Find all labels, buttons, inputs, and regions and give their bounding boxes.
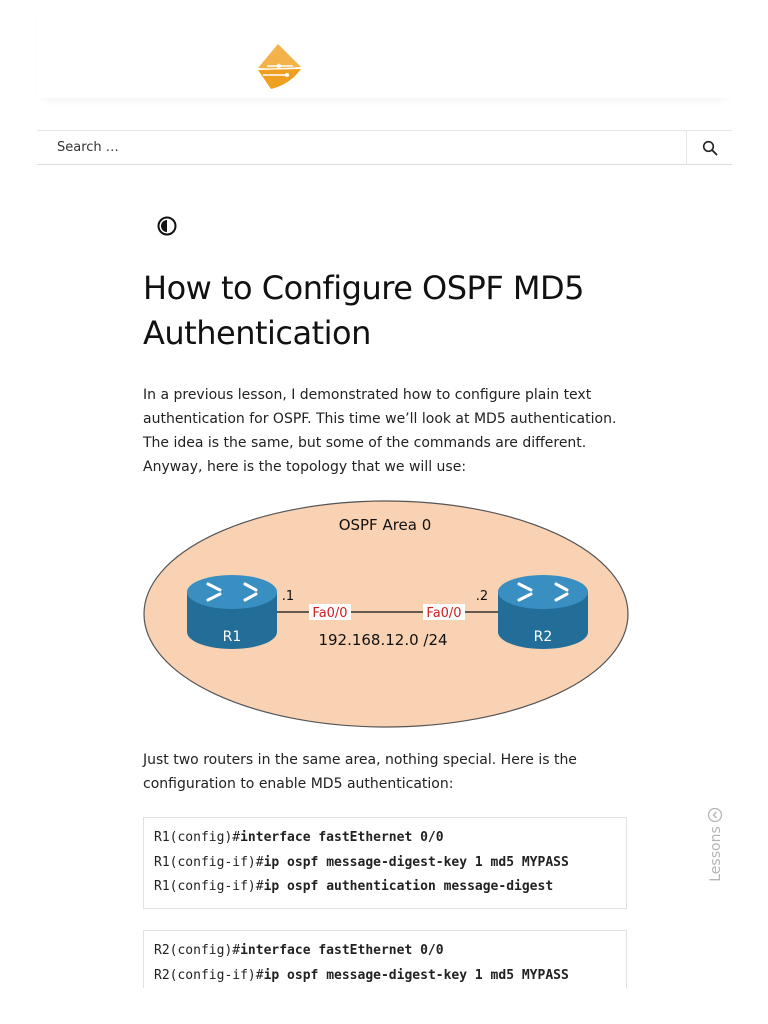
lessons-label: Lessons — [708, 826, 724, 882]
code-line: R1(config-if)#ip ospf message-digest-key 1 md5 MYPASS — [154, 854, 569, 870]
code-line: R1(config)#interface fastEthernet 0/0 — [154, 830, 444, 845]
area-label: OSPF Area 0 — [338, 516, 432, 534]
router-r2 — [498, 575, 588, 649]
viewport-bottom — [0, 988, 768, 1024]
search-icon — [702, 140, 718, 156]
body-paragraph: Just two routers in the same area, nothing special. Here is the configuration to enable MD5 authentication: — [143, 752, 577, 792]
topology-diagram — [142, 499, 630, 729]
intro-paragraph: In a previous lesson, I demonstrated how to configure plain text authentication for OSPF. This time we’ll look at MD5 authentication. The idea is the same, but some of the commands are different. Anyway, here is the topology that we will use: — [143, 387, 617, 475]
contrast-toggle-icon[interactable] — [157, 216, 177, 236]
code-line: R1(config-if)#ip ospf authentication message-digest — [154, 879, 554, 894]
site-header — [37, 0, 732, 98]
search-bar — [37, 130, 732, 165]
subnet-label: 192.168.12.0 /24 — [318, 631, 448, 649]
lessons-side-tab[interactable] — [704, 806, 726, 890]
r1-label: R1 — [222, 629, 242, 645]
code-block-r1 — [143, 817, 627, 909]
r1-host-label: .1 — [281, 589, 295, 604]
router-r1 — [187, 575, 277, 649]
r2-iface-label: Fa0/0 — [426, 606, 462, 621]
r2-label: R2 — [533, 629, 553, 645]
search-button[interactable] — [686, 131, 732, 164]
search-input[interactable] — [37, 131, 687, 164]
r1-iface-label: Fa0/0 — [312, 606, 348, 621]
page-title: How to Configure OSPF MD5 Authentication — [143, 269, 585, 352]
r2-host-label: .2 — [475, 589, 489, 604]
code-line: R2(config)#interface fastEthernet 0/0 — [154, 943, 444, 958]
logo-icon[interactable] — [253, 42, 305, 92]
code-line: R2(config-if)#ip ospf message-digest-key 1 md5 MYPASS — [154, 967, 569, 983]
